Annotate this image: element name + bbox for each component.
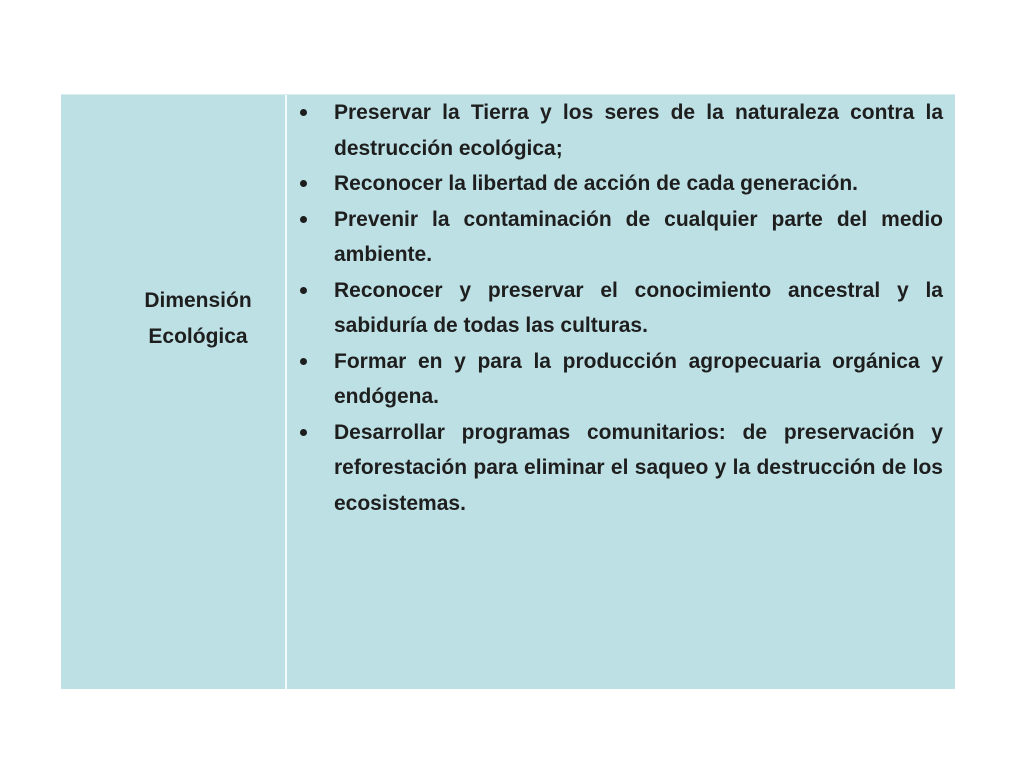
list-item-text: Formar en y para la producción agropecuaria orgánica y endógena.	[334, 349, 943, 408]
list-item	[287, 415, 949, 522]
bullet-icon	[300, 109, 307, 116]
bullet-icon	[300, 180, 307, 187]
dimension-label-line1: Dimensión	[144, 289, 252, 312]
bullet-icon	[300, 287, 307, 294]
list-item	[287, 166, 949, 202]
list-item-text: Desarrollar programas comunitarios: de preservación y reforestación para eliminar el saqueo y la destrucción de los ecosistemas.	[334, 420, 943, 515]
dimension-label	[61, 283, 287, 355]
list-item-text: Prevenir la contaminación de cualquier parte del medio ambiente.	[334, 207, 943, 266]
items-cell	[287, 95, 955, 689]
list-item	[287, 95, 949, 166]
list-item	[287, 273, 949, 344]
bullet-icon	[300, 216, 307, 223]
dimension-cell	[61, 95, 287, 689]
content-table	[61, 94, 955, 689]
list-item	[287, 344, 949, 415]
bullet-list	[287, 95, 949, 521]
list-item-text: Reconocer y preservar el conocimiento ancestral y la sabiduría de todas las culturas.	[334, 278, 943, 337]
bullet-icon	[300, 358, 307, 365]
bullet-icon	[300, 429, 307, 436]
list-item-text: Reconocer la libertad de acción de cada generación.	[334, 172, 859, 195]
list-item-text: Preservar la Tierra y los seres de la naturaleza contra la destrucción ecológica;	[334, 101, 943, 160]
list-item	[287, 202, 949, 273]
dimension-label-line2: Ecológica	[148, 325, 248, 348]
